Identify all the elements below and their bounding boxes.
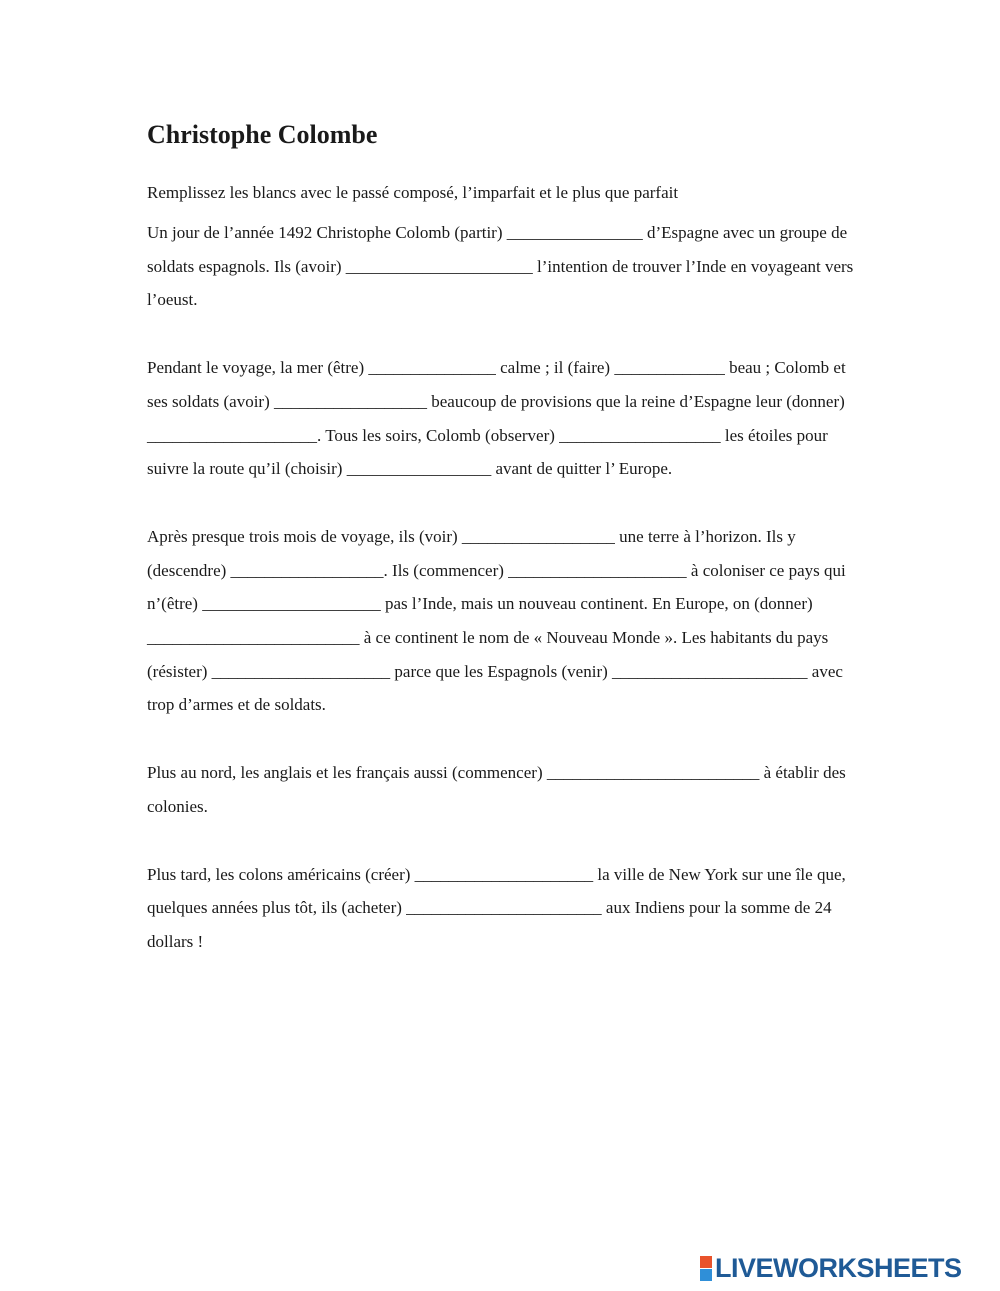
instructions: Remplissez les blancs avec le passé composé, l’imparfait et le plus que parfait xyxy=(147,183,679,202)
logo-text: LIVEWORKSHEETS xyxy=(715,1253,962,1283)
logo-square-1 xyxy=(700,1256,712,1268)
paragraph-2: Pendant le voyage, la mer (être) _______________ calme ; il (faire) _____________ beau ; Colomb et ses soldats (avoir) __________________ beaucoup de provisions que la reine d’Espagne leur (donner) ____________________. Tous les soirs, Colomb (observer) ___________________ les étoiles pour suivre la route qu’il (choisir) _________________ avant de quitter l’ Europe. xyxy=(147,358,846,479)
worksheet-page xyxy=(147,118,867,959)
paragraph-4: Plus au nord, les anglais et les français aussi (commencer) _________________________ à établir des colonies. xyxy=(147,763,846,816)
paragraph-3: Après presque trois mois de voyage, ils (voir) __________________ une terre à l’horizon. Ils y (descendre) __________________. Ils (commencer) _____________________ à coloniser ce pays qui n’(être) _____________________ pas l’Inde, mais un nouveau continent. En Europe, on (donner) _________________________ à ce continent le nom de « Nouveau Monde ». Les habitants du pays (résister) _____________________ parce que les Espagnols (venir) _______________________ avec trop d’armes et de soldats. xyxy=(147,526,846,715)
paragraph-1: Un jour de l’année 1492 Christophe Colomb (partir) ________________ d’Espagne avec un groupe de soldats espagnols. Ils (avoir) ______________________ l’intention de trouver l’Inde en voyageant vers l’oeust. xyxy=(147,223,854,310)
logo-square-2 xyxy=(700,1269,712,1281)
liveworksheets-logo xyxy=(700,1255,962,1281)
liveworksheets-logo-icon xyxy=(700,1256,712,1281)
paragraph-5: Plus tard, les colons américains (créer) _____________________ la ville de New York sur une île que, quelques années plus tôt, ils (acheter) _______________________ aux Indiens pour la somme de 24 dollars ! xyxy=(147,864,846,951)
page-title: Christophe Colombe xyxy=(147,120,378,149)
